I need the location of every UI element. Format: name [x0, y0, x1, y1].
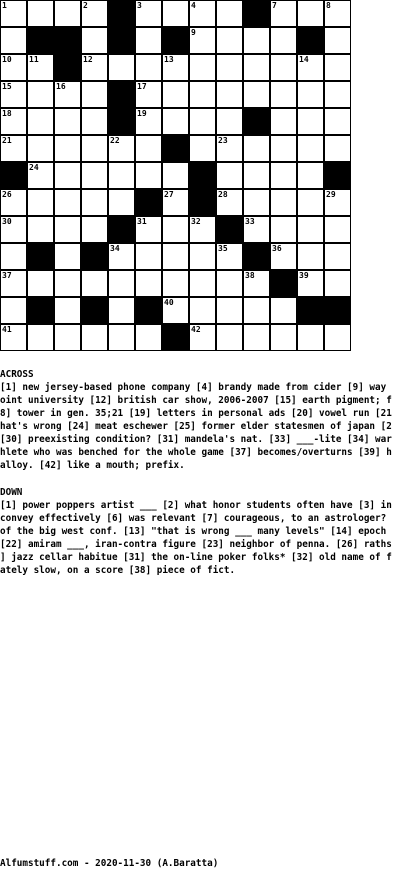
- grid-cell[interactable]: [189, 297, 216, 324]
- grid-cell[interactable]: [108, 243, 135, 270]
- grid-cell[interactable]: [54, 324, 81, 351]
- down-clue-line: convey effectively [6] was relevant [7] courageous, to an astrologer?: [0, 513, 387, 524]
- grid-cell[interactable]: [324, 54, 351, 81]
- grid-cell[interactable]: [108, 54, 135, 81]
- grid-cell[interactable]: [0, 216, 27, 243]
- grid-cell[interactable]: [135, 54, 162, 81]
- down-heading: DOWN: [0, 487, 23, 498]
- grid-cell[interactable]: [243, 324, 270, 351]
- black-square: [216, 216, 243, 243]
- grid-cell[interactable]: [270, 216, 297, 243]
- black-square: [243, 243, 270, 270]
- black-square: [108, 0, 135, 27]
- grid-cell[interactable]: [189, 270, 216, 297]
- grid-cell[interactable]: [135, 270, 162, 297]
- grid-cell[interactable]: [27, 108, 54, 135]
- clue-number: 1: [2, 1, 7, 10]
- grid-cell[interactable]: [297, 0, 324, 27]
- grid-cell[interactable]: [324, 108, 351, 135]
- grid-cell[interactable]: [54, 270, 81, 297]
- grid-cell[interactable]: [0, 81, 27, 108]
- grid-cell[interactable]: [162, 189, 189, 216]
- black-square: [162, 324, 189, 351]
- crossword-grid: [0, 0, 352, 352]
- clue-number: 26: [2, 190, 12, 199]
- grid-cell[interactable]: [243, 54, 270, 81]
- grid-cell[interactable]: [81, 108, 108, 135]
- grid-cell[interactable]: [135, 27, 162, 54]
- across-clue-line: hat's wrong [24] meat eschewer [25] former elder statesmen of japan [2: [0, 421, 392, 432]
- grid-cell[interactable]: [0, 189, 27, 216]
- clue-number: 27: [164, 190, 174, 199]
- black-square: [162, 27, 189, 54]
- clue-number: 20: [245, 109, 255, 118]
- clue-number: 7: [272, 1, 277, 10]
- grid-cell[interactable]: [270, 108, 297, 135]
- grid-cell[interactable]: [270, 243, 297, 270]
- grid-cell[interactable]: [54, 162, 81, 189]
- grid-cell[interactable]: [189, 27, 216, 54]
- clue-number: 42: [191, 325, 201, 334]
- across-clue-line: [30] preexisting condition? [31] mandela's nat. [33] ___-lite [34] war: [0, 434, 392, 445]
- black-square: [108, 108, 135, 135]
- grid-cell[interactable]: [189, 81, 216, 108]
- grid-cell[interactable]: [162, 243, 189, 270]
- black-square: [243, 0, 270, 27]
- grid-cell[interactable]: [135, 216, 162, 243]
- grid-cell[interactable]: [297, 243, 324, 270]
- footer-credit: Alfumstuff.com - 2020-11-30 (A.Baratta): [0, 858, 219, 869]
- black-square: [297, 297, 324, 324]
- grid-cell[interactable]: [243, 297, 270, 324]
- grid-cell[interactable]: [0, 0, 27, 27]
- down-clue-line: [22] amiram ___, iran-contra figure [23] neighbor of penna. [26] raths: [0, 539, 392, 550]
- across-clue-line: [1] new jersey-based phone company [4] brandy made from cider [9] way: [0, 382, 387, 393]
- grid-cell[interactable]: [0, 243, 27, 270]
- down-clue-line: ately slow, on a score [38] piece of fict.: [0, 565, 236, 576]
- grid-cell[interactable]: [297, 324, 324, 351]
- grid-cell[interactable]: [0, 297, 27, 324]
- grid-cell[interactable]: [108, 189, 135, 216]
- grid-cell[interactable]: [162, 81, 189, 108]
- black-square: [189, 162, 216, 189]
- grid-cell[interactable]: [216, 162, 243, 189]
- grid-cell[interactable]: [27, 270, 54, 297]
- black-square: [0, 162, 27, 189]
- grid-cell[interactable]: [216, 270, 243, 297]
- grid-cell[interactable]: [27, 162, 54, 189]
- grid-cell[interactable]: [162, 162, 189, 189]
- clue-number: 12: [83, 55, 93, 64]
- grid-cell[interactable]: [243, 216, 270, 243]
- black-square: [108, 81, 135, 108]
- across-clue-line: alloy. [42] like a mouth; prefix.: [0, 460, 185, 471]
- grid-cell[interactable]: [81, 270, 108, 297]
- across-clue-line: hlete who was benched for the whole game [37] becomes/overturns [39] h: [0, 447, 392, 458]
- grid-cell[interactable]: [27, 135, 54, 162]
- clue-number: 11: [29, 55, 39, 64]
- grid-cell[interactable]: [324, 243, 351, 270]
- grid-cell[interactable]: [270, 162, 297, 189]
- grid-cell[interactable]: [108, 135, 135, 162]
- grid-cell[interactable]: [216, 243, 243, 270]
- down-clue-line: ] jazz cellar habitue [31] the on-line poker folks* [32] old name of f: [0, 552, 392, 563]
- grid-cell[interactable]: [135, 243, 162, 270]
- black-square: [324, 162, 351, 189]
- grid-cell[interactable]: [189, 0, 216, 27]
- clue-number: 41: [2, 325, 12, 334]
- down-clue-line: [1] power poppers artist ___ [2] what honor students often have [3] in: [0, 500, 392, 511]
- clue-number: 40: [164, 298, 174, 307]
- grid-cell[interactable]: [243, 135, 270, 162]
- grid-cell[interactable]: [324, 27, 351, 54]
- black-square: [297, 27, 324, 54]
- black-square: [135, 297, 162, 324]
- clue-number: 30: [2, 217, 12, 226]
- black-square: [54, 27, 81, 54]
- clue-number: 25: [191, 163, 201, 172]
- black-square: [162, 135, 189, 162]
- grid-cell[interactable]: [243, 81, 270, 108]
- grid-cell[interactable]: [216, 54, 243, 81]
- grid-cell[interactable]: [189, 243, 216, 270]
- black-square: [243, 108, 270, 135]
- grid-cell[interactable]: [81, 324, 108, 351]
- clue-number: 6: [245, 1, 250, 10]
- grid-cell[interactable]: [297, 216, 324, 243]
- grid-cell[interactable]: [243, 162, 270, 189]
- grid-cell[interactable]: [27, 324, 54, 351]
- grid-cell[interactable]: [54, 135, 81, 162]
- grid-cell[interactable]: [189, 108, 216, 135]
- across-heading: ACROSS: [0, 369, 34, 380]
- grid-cell[interactable]: [243, 189, 270, 216]
- grid-cell[interactable]: [243, 270, 270, 297]
- clue-number: 13: [164, 55, 174, 64]
- grid-cell[interactable]: [270, 54, 297, 81]
- grid-cell[interactable]: [270, 324, 297, 351]
- grid-cell[interactable]: [54, 189, 81, 216]
- clue-number: 31: [137, 217, 147, 226]
- grid-cell[interactable]: [81, 81, 108, 108]
- clue-number: 19: [137, 109, 147, 118]
- black-square: [324, 297, 351, 324]
- clue-number: 39: [299, 271, 309, 280]
- grid-cell[interactable]: [0, 54, 27, 81]
- clue-number: 35: [218, 244, 228, 253]
- black-square: [27, 243, 54, 270]
- grid-cell[interactable]: [324, 81, 351, 108]
- grid-cell[interactable]: [54, 81, 81, 108]
- clue-number: 17: [137, 82, 147, 91]
- black-square: [108, 216, 135, 243]
- grid-cell[interactable]: [189, 216, 216, 243]
- clue-number: 3: [137, 1, 142, 10]
- grid-cell[interactable]: [270, 189, 297, 216]
- black-square: [81, 297, 108, 324]
- grid-cell[interactable]: [162, 270, 189, 297]
- grid-cell[interactable]: [270, 81, 297, 108]
- clue-number: 15: [2, 82, 12, 91]
- grid-cell[interactable]: [54, 216, 81, 243]
- grid-cell[interactable]: [81, 54, 108, 81]
- clue-number: 16: [56, 82, 66, 91]
- grid-cell[interactable]: [135, 324, 162, 351]
- black-square: [81, 243, 108, 270]
- black-square: [189, 189, 216, 216]
- grid-cell[interactable]: [0, 108, 27, 135]
- grid-cell[interactable]: [216, 0, 243, 27]
- grid-cell[interactable]: [324, 216, 351, 243]
- grid-cell[interactable]: [135, 162, 162, 189]
- clue-number: 24: [29, 163, 39, 172]
- clue-number: 28: [218, 190, 228, 199]
- grid-cell[interactable]: [216, 297, 243, 324]
- grid-cell[interactable]: [27, 54, 54, 81]
- grid-cell[interactable]: [81, 189, 108, 216]
- clue-number: 37: [2, 271, 12, 280]
- grid-cell[interactable]: [297, 189, 324, 216]
- grid-cell[interactable]: [0, 324, 27, 351]
- grid-cell[interactable]: [0, 270, 27, 297]
- grid-cell[interactable]: [324, 0, 351, 27]
- clue-number: 23: [218, 136, 228, 145]
- grid-cell[interactable]: [135, 81, 162, 108]
- grid-cell[interactable]: [216, 189, 243, 216]
- grid-cell[interactable]: [243, 27, 270, 54]
- clue-number: 10: [2, 55, 12, 64]
- grid-cell[interactable]: [108, 297, 135, 324]
- grid-cell[interactable]: [216, 135, 243, 162]
- grid-cell[interactable]: [270, 135, 297, 162]
- grid-cell[interactable]: [27, 189, 54, 216]
- black-square: [135, 189, 162, 216]
- clue-number: 8: [326, 1, 331, 10]
- grid-cell[interactable]: [189, 324, 216, 351]
- grid-cell[interactable]: [216, 108, 243, 135]
- grid-cell[interactable]: [135, 0, 162, 27]
- clue-number: 2: [83, 1, 88, 10]
- black-square: [270, 270, 297, 297]
- black-square: [27, 297, 54, 324]
- grid-cell[interactable]: [189, 54, 216, 81]
- down-clue-line: of the big west conf. [13] "that is wrong ___ many levels" [14] epoch: [0, 526, 387, 537]
- grid-cell[interactable]: [81, 135, 108, 162]
- grid-cell[interactable]: [54, 297, 81, 324]
- clue-number: 22: [110, 136, 120, 145]
- across-clues: [0, 368, 420, 472]
- grid-cell[interactable]: [216, 81, 243, 108]
- clue-number: 33: [245, 217, 255, 226]
- grid-cell[interactable]: [108, 270, 135, 297]
- across-clue-line: 8] tower in gen. 35;21 [19] letters in personal ads [20] vowel run [21: [0, 408, 392, 419]
- grid-cell[interactable]: [54, 0, 81, 27]
- grid-cell[interactable]: [216, 324, 243, 351]
- grid-cell[interactable]: [216, 27, 243, 54]
- clue-number: 9: [191, 28, 196, 37]
- grid-cell[interactable]: [27, 216, 54, 243]
- grid-cell[interactable]: [54, 108, 81, 135]
- grid-cell[interactable]: [324, 324, 351, 351]
- black-square: [54, 54, 81, 81]
- grid-cell[interactable]: [324, 135, 351, 162]
- grid-cell[interactable]: [81, 0, 108, 27]
- clue-number: 34: [110, 244, 120, 253]
- black-square: [27, 27, 54, 54]
- black-square: [108, 27, 135, 54]
- across-clue-line: oint university [12] british car show, 2006-2007 [15] earth pigment; f: [0, 395, 392, 406]
- grid-cell[interactable]: [0, 27, 27, 54]
- grid-cell[interactable]: [162, 108, 189, 135]
- grid-cell[interactable]: [324, 270, 351, 297]
- grid-cell[interactable]: [162, 54, 189, 81]
- grid-cell[interactable]: [0, 135, 27, 162]
- grid-cell[interactable]: [135, 135, 162, 162]
- grid-cell[interactable]: [270, 297, 297, 324]
- grid-cell[interactable]: [108, 324, 135, 351]
- grid-cell[interactable]: [297, 54, 324, 81]
- grid-cell[interactable]: [297, 108, 324, 135]
- grid-cell[interactable]: [297, 162, 324, 189]
- clue-number: 29: [326, 190, 336, 199]
- grid-cell[interactable]: [108, 162, 135, 189]
- grid-cell[interactable]: [162, 216, 189, 243]
- grid-cell[interactable]: [297, 270, 324, 297]
- grid-cell[interactable]: [81, 27, 108, 54]
- clue-number: 36: [272, 244, 282, 253]
- grid-cell[interactable]: [324, 189, 351, 216]
- clue-number: 4: [191, 1, 196, 10]
- clue-number: 18: [2, 109, 12, 118]
- grid-cell[interactable]: [81, 216, 108, 243]
- grid-cell[interactable]: [297, 135, 324, 162]
- grid-cell[interactable]: [54, 243, 81, 270]
- grid-cell[interactable]: [27, 0, 54, 27]
- clue-number: 21: [2, 136, 12, 145]
- grid-cell[interactable]: [81, 162, 108, 189]
- down-clues: [0, 486, 420, 577]
- grid-cell[interactable]: [270, 0, 297, 27]
- grid-cell[interactable]: [270, 27, 297, 54]
- grid-cell[interactable]: [297, 81, 324, 108]
- clue-number: 32: [191, 217, 201, 226]
- grid-cell[interactable]: [162, 0, 189, 27]
- clue-number: 38: [245, 271, 255, 280]
- grid-cell[interactable]: [189, 135, 216, 162]
- clue-number: 14: [299, 55, 309, 64]
- grid-cell[interactable]: [162, 297, 189, 324]
- grid-cell[interactable]: [135, 108, 162, 135]
- grid-cell[interactable]: [27, 81, 54, 108]
